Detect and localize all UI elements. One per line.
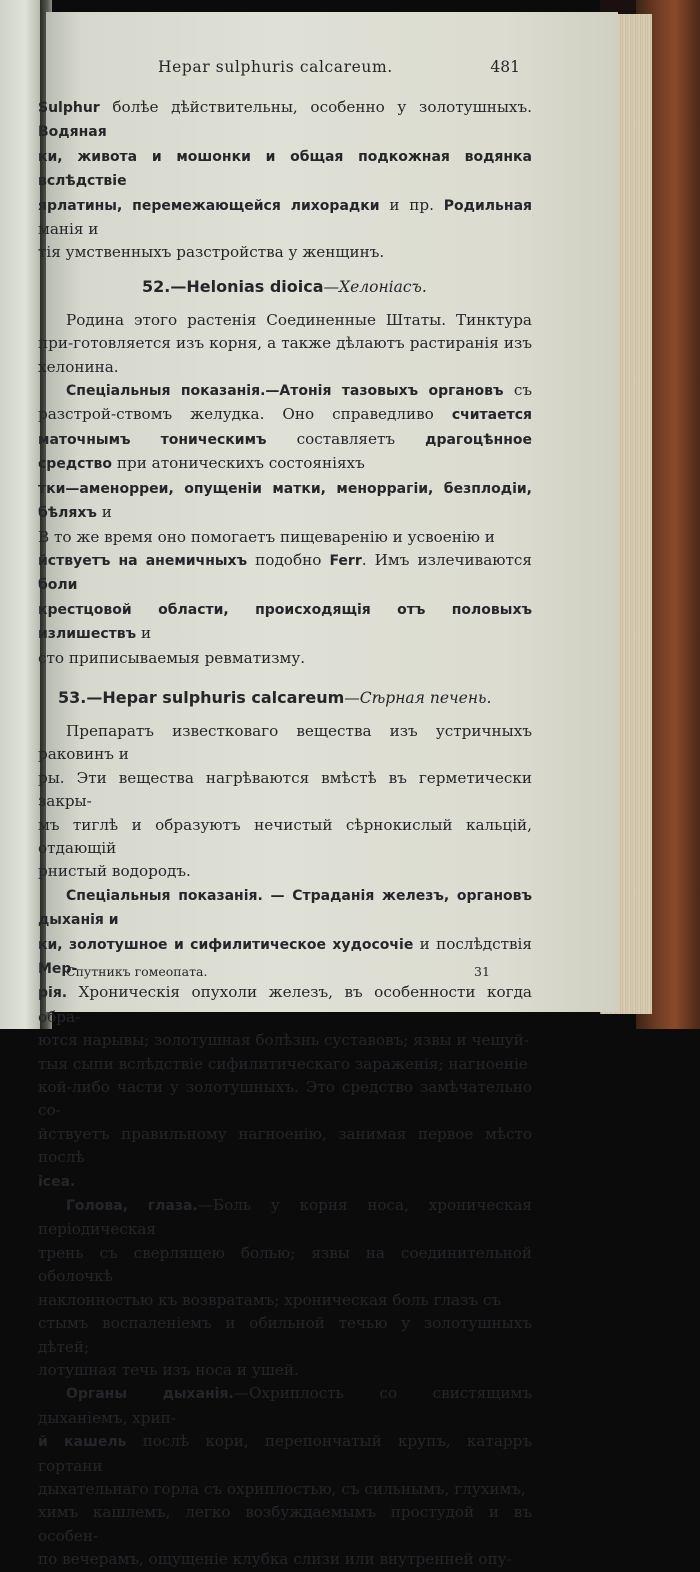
paragraph-line: лотушная течь изъ носа и ушей. bbox=[38, 1360, 299, 1379]
text-run: тія умственныхъ разстройства у женщинъ. bbox=[38, 243, 385, 262]
paragraph-line: тыя сыпи вслѣдствіе сифилитическаго зараженія; нагноеніе bbox=[38, 1054, 528, 1073]
bold-term: Водяная bbox=[38, 124, 107, 141]
paragraph-line bbox=[38, 145, 532, 194]
text-run: и пр. bbox=[379, 195, 444, 214]
heading-latin: 52.—Helonias dioica bbox=[142, 276, 324, 296]
paragraph-line bbox=[38, 477, 532, 526]
bold-term: Ferr bbox=[329, 552, 362, 569]
paragraph-line: по вечерамъ, ощущеніе клубка слизи или внутренней опу- bbox=[38, 1550, 512, 1569]
text-run: болѣе дѣйствительны, особенно у золотушныхъ. bbox=[99, 98, 532, 116]
text-run: . Имъ излечиваются bbox=[361, 550, 532, 569]
bold-term: крестцовой области, происходящія отъ половыхъ излишествъ bbox=[38, 601, 532, 643]
bold-term: Голова, глаза. bbox=[66, 1198, 198, 1215]
page-number: 481 bbox=[490, 58, 520, 76]
text-run: и bbox=[136, 624, 152, 643]
bold-term: ісеа. bbox=[38, 1173, 76, 1190]
running-title: Hepar sulphuris calcareum. bbox=[158, 58, 393, 76]
paragraph-line bbox=[38, 194, 532, 242]
paragraph-line: трень съ сверлящею болью; язвы на соединительной оболочкѣ bbox=[38, 1243, 532, 1286]
paragraph-line: химъ кашлемъ, легко возбуждаемымъ простудой и въ особен- bbox=[38, 1503, 532, 1545]
text-run: подобно bbox=[247, 550, 330, 569]
paragraph-line bbox=[38, 526, 532, 549]
page-header bbox=[46, 58, 618, 80]
bold-term: рія. bbox=[38, 985, 68, 1002]
paragraph-line bbox=[38, 981, 532, 1029]
text-run: при атоническихъ состояніяхъ bbox=[112, 454, 365, 473]
paragraph-line: кой-либо части у золотушныхъ. Это средство замѣчательно со- bbox=[38, 1078, 532, 1120]
paragraph-line: рнистый водородъ. bbox=[38, 862, 191, 881]
paragraph-line bbox=[38, 1170, 532, 1194]
text-run: —Охриплость со свистящимъ дыханіемъ, хрип- bbox=[38, 1384, 532, 1427]
text-run: В то же время оно помогаетъ пищеваренію и усвоенію и bbox=[38, 527, 495, 546]
paragraph-line bbox=[38, 96, 532, 145]
text-run: съ разстрой-ствомъ желудка. Оно справедливо bbox=[38, 381, 532, 424]
paragraph bbox=[38, 379, 532, 477]
bold-term: боли bbox=[38, 577, 78, 594]
bold-term: — Страданія железъ, органовъ дыханія и bbox=[38, 887, 532, 929]
bold-term: —Атонія тазовыхъ органовъ bbox=[265, 383, 504, 400]
text-run: Хроническія опухоли железъ, въ особенности когда обра- bbox=[38, 983, 532, 1026]
text-run: и послѣдствія bbox=[413, 934, 532, 953]
signature-mark: Спутникъ гомеопата. bbox=[66, 964, 208, 979]
paragraph-line bbox=[38, 1382, 532, 1430]
paragraph: Родина этого растенія Соединенные Штаты. Тинктура при-готовляется изъ корня, а также дѣлаютъ растиранія изъ хелонина. bbox=[38, 310, 532, 376]
heading-russian: —Хелоніасъ. bbox=[323, 277, 427, 296]
page-body bbox=[38, 96, 532, 1572]
paragraph-line: ры. Эти вещества нагрѣваются вмѣстѣ въ герметически закры- bbox=[38, 768, 532, 811]
paragraph-line: йствуетъ правильному нагноенію, занимая первое мѣсто послѣ bbox=[38, 1124, 532, 1167]
bold-term: Спеціальныя показанія. bbox=[66, 887, 263, 904]
text-run: и bbox=[96, 503, 112, 522]
paragraph-line: мъ тиглѣ и образуютъ нечистый сѣрнокислый кальцій, отдающій bbox=[38, 815, 532, 857]
book-page bbox=[38, 12, 618, 1569]
bold-term: йствуетъ на анемичныхъ bbox=[38, 552, 248, 569]
paragraph-line bbox=[38, 241, 532, 264]
bold-term: ярлатины, перемежающейся лихорадки bbox=[38, 197, 380, 214]
bold-term: Органы дыханія. bbox=[66, 1386, 234, 1403]
text-run: сто приписываемыя ревматизму. bbox=[38, 648, 306, 667]
bold-term: считается маточнымъ тоническимъ bbox=[38, 407, 532, 448]
paragraph-line: наклонностью къ возвратамъ; хроническая боль глазъ съ bbox=[38, 1290, 502, 1309]
paragraph-line bbox=[38, 1430, 532, 1478]
bold-term: Мер- bbox=[38, 961, 78, 977]
paragraph-line bbox=[38, 647, 532, 670]
page-footer bbox=[46, 964, 618, 984]
section-heading-53 bbox=[38, 685, 532, 711]
paragraph-line: ются нарывы; золотушная болѣзнь суставовъ; язвы и чешуй- bbox=[38, 1031, 529, 1050]
text-run: послѣ кори, перепончатый крупъ, катарръ гортани bbox=[38, 1432, 532, 1475]
bold-term: драгоцѣнное средство bbox=[38, 431, 532, 473]
bold-term: тки—аменорреи, опущеніи матки, меноррагіи, безплодіи, бѣляхъ bbox=[38, 480, 532, 522]
paragraph-line: Препаратъ известковаго вещества изъ устричныхъ раковинъ и bbox=[38, 721, 532, 764]
section-heading-52 bbox=[38, 274, 532, 300]
bold-term: Sulphur bbox=[38, 100, 100, 116]
signature-number: 31 bbox=[474, 964, 490, 979]
bold-term: Родильная bbox=[443, 197, 533, 214]
text-run: —Боль у корня носа, хроническая періодическая bbox=[38, 1196, 532, 1239]
bold-term: ки, живота и мошонки и общая подкожная водянка вслѣдствіе bbox=[38, 148, 532, 190]
heading-russian: —Сѣрная печень. bbox=[344, 688, 492, 707]
bold-term: ки, золотушное и сифилитическое худосочіе bbox=[38, 936, 414, 953]
paragraph-line: дыхательнаго горла съ охриплостью, съ сильнымъ, глухимъ, bbox=[38, 1479, 526, 1498]
paragraph-line bbox=[38, 549, 532, 598]
paragraph-line bbox=[38, 598, 532, 647]
bold-term: Спеціальныя показанія. bbox=[66, 383, 266, 400]
text-run: манія и bbox=[38, 220, 99, 239]
heading-latin: 53.—Hepar sulphuris calcareum bbox=[58, 687, 345, 707]
paragraph-line: стымъ воспаленіемъ и обильной течью у золотушныхъ дѣтей; bbox=[38, 1314, 532, 1356]
text-run: составляетъ bbox=[266, 429, 426, 448]
bold-term: й кашель bbox=[38, 1434, 127, 1451]
paragraph-line bbox=[38, 1194, 532, 1242]
paragraph-line bbox=[38, 884, 532, 933]
